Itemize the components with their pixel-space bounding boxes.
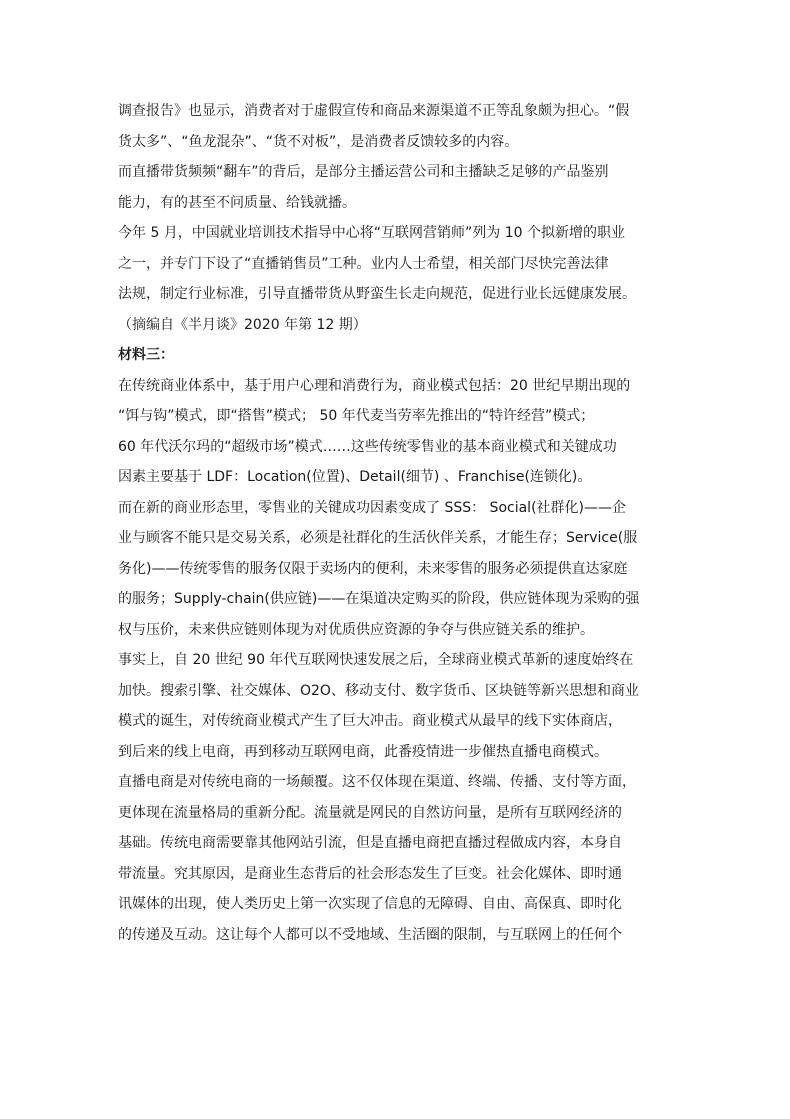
text-line: 之一，并专门下设了“直播销售员”工种。业内人士希望，相关部门尽快完善法律 bbox=[118, 255, 609, 272]
text-line: 而直播带货频频“翻车”的背后，是部分主播运营公司和主播缺乏足够的产品鉴别 bbox=[118, 164, 609, 180]
text-line: 权与压价，未来供应链则体现为对优质供应资源的争夺与供应链关系的维护。 bbox=[118, 621, 594, 638]
text-line: 基础。传统电商需要靠其他网站引流，但是直播电商把直播过程做成内容，本身自 bbox=[118, 835, 622, 851]
text-line: 而在新的商业形态里，零售业的关键成功因素变成了 SSS： Social(社群化)——企 bbox=[118, 499, 626, 516]
document-page bbox=[118, 96, 674, 950]
text-line: 务化)——传统零售的服务仅限于卖场内的便利，未来零售的服务必须提供直达家庭 bbox=[118, 560, 628, 577]
text-line: 加快。搜索引擎、社交媒体、O2O、移动支付、数字货币、区块链等新兴思想和商业 bbox=[118, 682, 639, 699]
text-line: 今年 5 月，中国就业培训技术指导中心将“互联网营销师”列为 10 个拟新增的职业 bbox=[118, 225, 626, 241]
text-line: 因素主要基于 LDF：Location(位置)、Detail(细节) 、Franchise(连锁化)。 bbox=[118, 469, 592, 485]
text-line: 能力，有的甚至不问质量、给钱就播。 bbox=[118, 194, 356, 211]
text-line: “饵与钩”模式，即“搭售”模式； 50 年代麦当劳率先推出的“特许经营”模式； bbox=[118, 408, 595, 424]
text-line: 直播电商是对传统电商的一场颠覆。这不仅体现在渠道、终端、传播、支付等方面， bbox=[118, 774, 636, 790]
text-line: 的服务；Supply-chain(供应链)——在渠道决定购买的阶段，供应链体现为采购的强 bbox=[118, 591, 640, 607]
text-line: 的传递及互动。这让每个人都可以不受地域、生活圈的限制，与互联网上的任何个 bbox=[118, 926, 622, 943]
source-citation: （摘编自《半月谈》2020 年第 12 期） bbox=[118, 316, 367, 333]
text-line: 模式的诞生，对传统商业模式产生了巨大冲击。商业模式从最早的线下实体商店， bbox=[118, 713, 622, 729]
text-line: 带流量。究其原因，是商业生态背后的社会形态发生了巨变。社会化媒体、即时通 bbox=[118, 865, 622, 882]
text-line: 业与顾客不能只是交易关系，必须是社群化的生活伙伴关系，才能生存；Service(服 bbox=[118, 530, 638, 546]
text-line: 60 年代沃尔玛的“超级市场”模式……这些传统零售业的基本商业模式和关键成功 bbox=[118, 438, 617, 455]
text-line: 事实上，自 20 世纪 90 年代互联网快速发展之后，全球商业模式革新的速度始终在 bbox=[118, 652, 634, 668]
text-line: 货太多”、“鱼龙混杂”、“货不对板”，是消费者反馈较多的内容。 bbox=[118, 133, 519, 150]
text-line: 到后来的线上电商，再到移动互联网电商，此番疫情进一步催热直播电商模式。 bbox=[118, 743, 608, 760]
text-line: 调查报告》也显示，消费者对于虚假宣传和商品来源渠道不正等乱象颇为担心。“假 bbox=[118, 103, 630, 119]
section-heading: 材料三： bbox=[118, 347, 174, 363]
text-line: 在传统商业体系中，基于用户心理和消费行为，商业模式包括：20 世纪早期出现的 bbox=[118, 377, 631, 394]
text-line: 法规，制定行业标准，引导直播带货从野蛮生长走向规范，促进行业长远健康发展。 bbox=[118, 286, 636, 302]
text-line: 讯媒体的出现，使人类历史上第一次实现了信息的无障碍、自由、高保真、即时化 bbox=[118, 896, 622, 912]
text-line: 更体现在流量格局的重新分配。流量就是网民的自然访问量，是所有互联网经济的 bbox=[118, 804, 622, 821]
